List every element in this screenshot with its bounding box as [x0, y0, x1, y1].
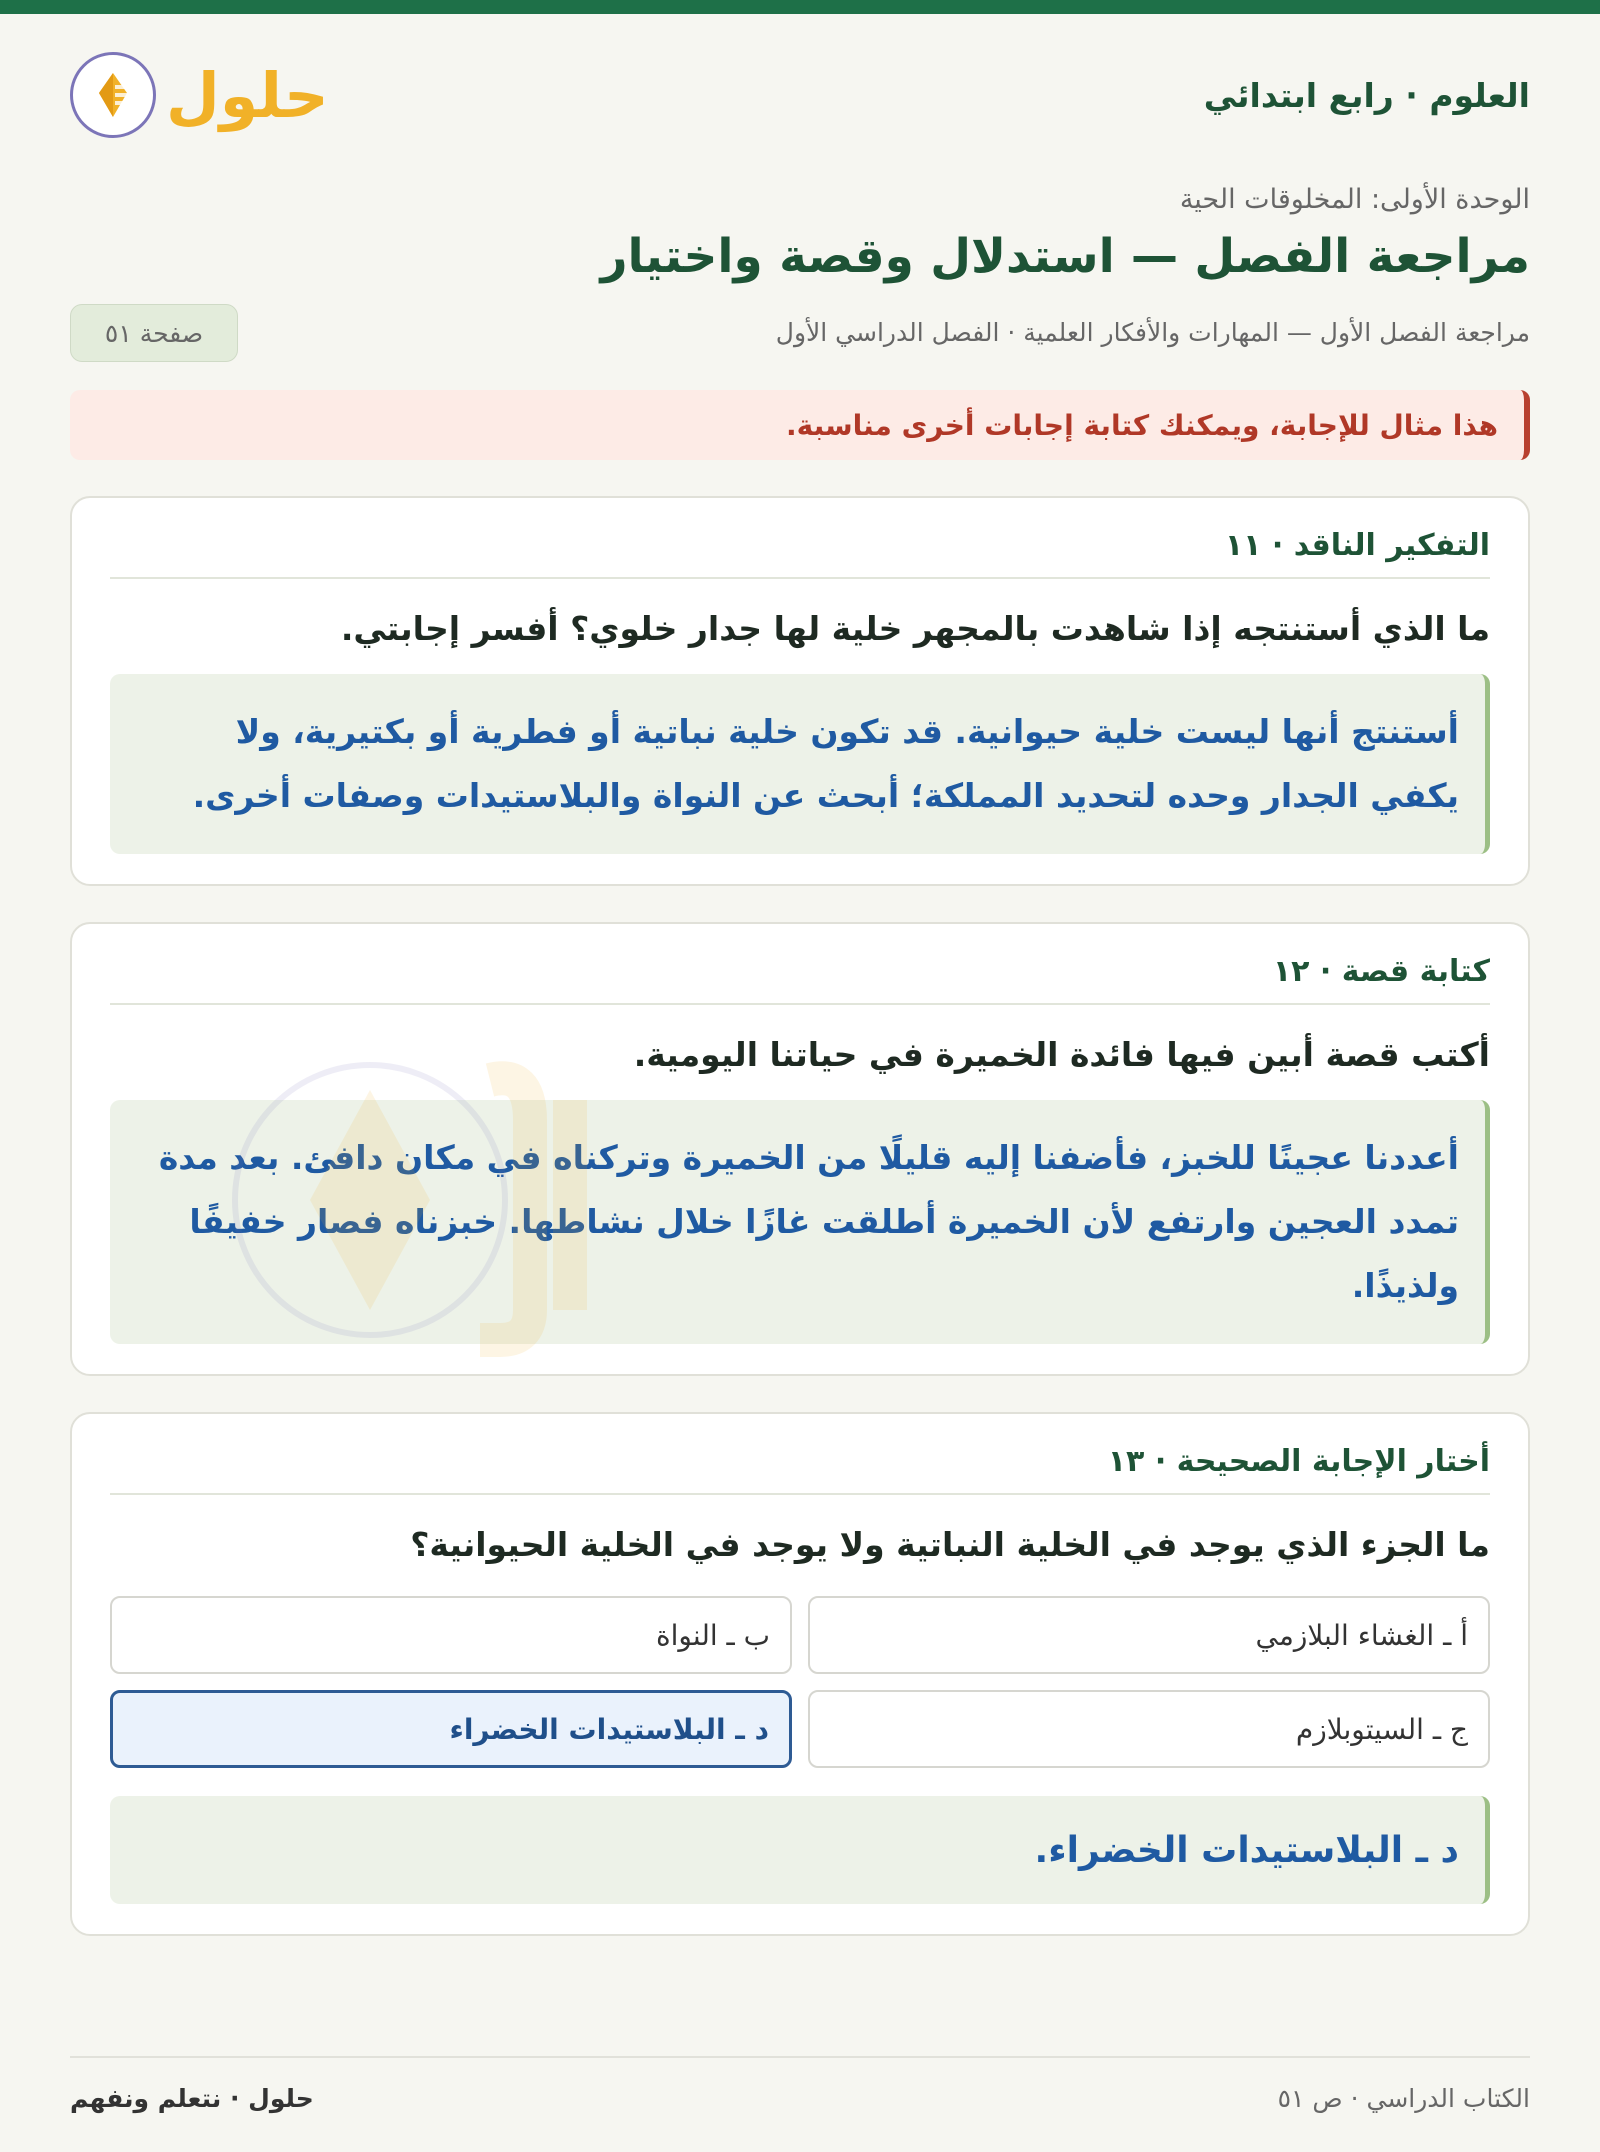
notice-banner: هذا مثال للإجابة، ويمكنك كتابة إجابات أخرى مناسبة. [70, 390, 1530, 460]
answer-box: أعددنا عجينًا للخبز، فأضفنا إليه قليلًا من الخميرة وتركناه في مكان دافئ. بعد مدة تمدد العجين وارتفع لأن الخميرة أطلقت غازًا خلال نشاطها. خبزناه فصار خفيفًا ولذيذًا. [110, 1100, 1490, 1344]
breadcrumb: مراجعة الفصل الأول — المهارات والأفكار العلمية · الفصل الدراسي الأول [775, 318, 1530, 347]
question-card-11 [70, 496, 1530, 886]
subject-title: العلوم · رابع ابتدائي [1203, 76, 1530, 115]
footer [70, 2056, 1530, 2118]
question-card-13 [70, 1412, 1530, 1936]
logo-text: حلول [166, 58, 329, 132]
header [70, 14, 1530, 154]
top-accent-bar [0, 0, 1600, 14]
page-title: مراجعة الفصل — استدلال وقصة واختيار [600, 229, 1530, 284]
card-heading: أختار الإجابة الصحيحة · ١٣ [110, 1444, 1490, 1495]
options-grid [110, 1596, 1490, 1768]
option-b[interactable]: ب ـ النواة [110, 1596, 792, 1674]
question-text: ما الجزء الذي يوجد في الخلية النباتية ولا يوجد في الخلية الحيوانية؟ [410, 1525, 1490, 1564]
option-c[interactable]: ج ـ السيتوبلازم [808, 1690, 1490, 1768]
footer-book-ref: الكتاب الدراسي · ص ٥١ [1277, 2084, 1530, 2113]
option-a[interactable]: أ ـ الغشاء البلازمي [808, 1596, 1490, 1674]
footer-brand: حلول · نتعلم ونفهم [70, 2084, 314, 2113]
card-heading: كتابة قصة · ١٢ [110, 954, 1490, 1005]
question-card-12 [70, 922, 1530, 1376]
question-text: أكتب قصة أبين فيها فائدة الخميرة في حياتنا اليومية. [633, 1035, 1490, 1074]
option-d-selected[interactable]: د ـ البلاستيدات الخضراء [110, 1690, 792, 1768]
answer-box: د ـ البلاستيدات الخضراء. [110, 1796, 1490, 1904]
unit-label: الوحدة الأولى: المخلوقات الحية [1179, 184, 1530, 215]
book-icon [70, 52, 156, 138]
question-text: ما الذي أستنتجه إذا شاهدت بالمجهر خلية لها جدار خلوي؟ أفسر إجابتي. [340, 609, 1490, 648]
meta-row [70, 304, 1530, 364]
page [70, 14, 1530, 1936]
answer-box: أستنتج أنها ليست خلية حيوانية. قد تكون خلية نباتية أو فطرية أو بكتيرية، ولا يكفي الجدار وحده لتحديد المملكة؛ أبحث عن النواة والبلاستيدات وصفات أخرى. [110, 674, 1490, 854]
logo[interactable] [70, 52, 329, 138]
page-number-badge: صفحة ٥١ [70, 304, 238, 362]
card-heading: التفكير الناقد · ١١ [110, 528, 1490, 579]
